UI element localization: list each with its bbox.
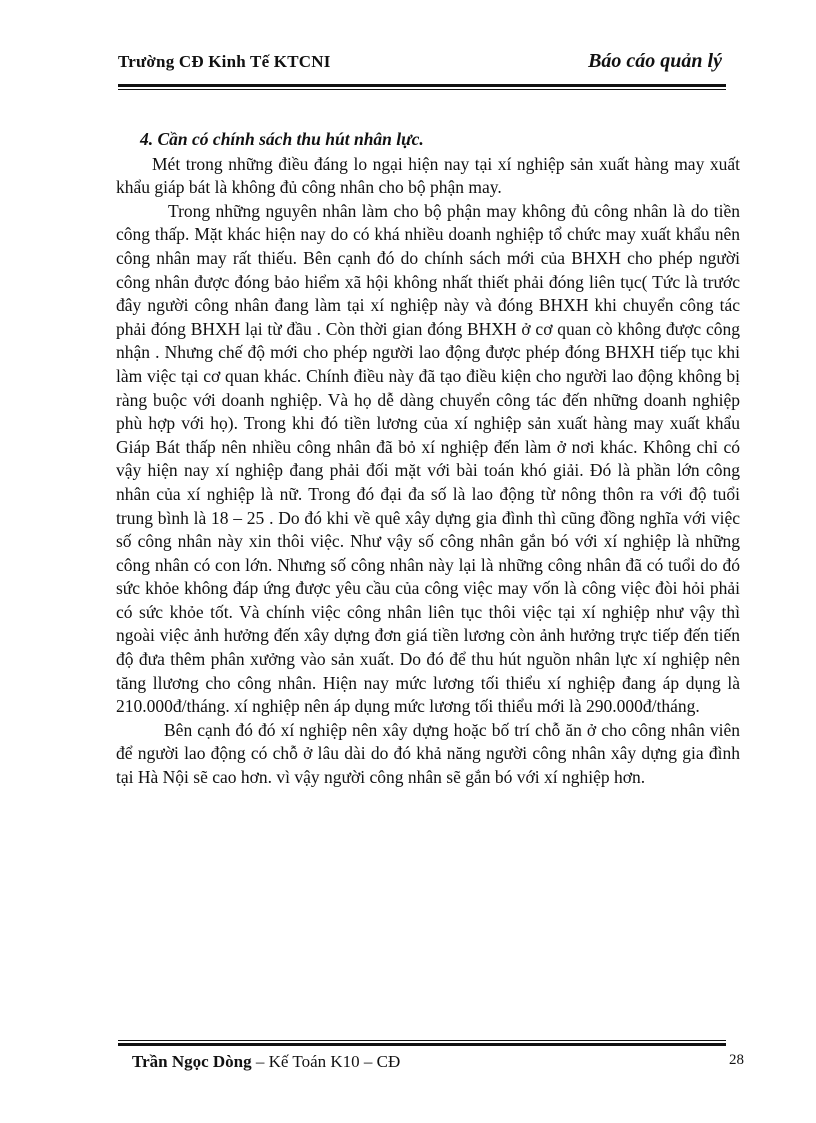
paragraph-3: Bên cạnh đó đó xí nghiệp nên xây dựng hoặc bố trí chỗ ăn ở cho công nhân viên để người lao động có chỗ ở lâu dài do đó khả năng người công nhân xây dựng gia đình tại Hà Nội sẽ cao hơn. vì vậy người công nhân sẽ gắn bó với xí nghiệp hơn.: [116, 719, 740, 788]
main-content: [116, 128, 740, 790]
page-header: [118, 50, 726, 82]
header-rule-thick: [118, 84, 726, 87]
page-number: 28: [729, 1052, 744, 1068]
author-name: Trần Ngọc Dòng: [132, 1052, 252, 1071]
header-rule-thin: [118, 89, 726, 90]
footer-rule-thick: [118, 1043, 726, 1046]
paragraph-1: Mét trong những điều đáng lo ngại hiện nay tại xí nghiệp sản xuất hàng may xuất khẩu giáp bát là không đủ công nhân cho bộ phận may.: [116, 153, 740, 198]
page-footer: [118, 1052, 746, 1078]
footer-rule-thin: [118, 1040, 726, 1041]
section-heading: 4. Cần có chính sách thu hút nhân lực.: [140, 129, 424, 149]
school-name: Trường CĐ Kinh Tế KTCNI: [118, 52, 331, 71]
report-title: Báo cáo quản lý: [588, 50, 722, 72]
footer-credit: [132, 1052, 400, 1072]
paragraph-2: Trong những nguyên nhân làm cho bộ phận may không đủ công nhân là do tiền công thấp. Mặt khác hiện nay do có khá nhiều doanh nghiệp tổ chức may xuất khẩu nên công nhân may rất thiếu. Bên cạnh đó do chính sách mới của BHXH cho phép người công nhân được đóng bảo hiểm xã hội không nhất thiết phải đóng liên tục( Tức là trước đây người công nhân đang làm tại xí nghiệp này và đóng BHXH khi chuyển công tác phải đóng BHXH lại từ đầu . Còn thời gian đóng BHXH ở cơ quan cò không được công nhận . Nhưng chế độ mới cho phép người lao động được phép đóng BHXH tiếp tục khi làm việc tại cơ quan khác. Chính điều này đã tạo điều kiện cho người lao động không bị ràng buộc với doanh nghiệp. Và họ dễ dàng chuyển công tác đến những doanh nghiệp phù hợp với họ). Trong khi đó tiền lương của xí nghiệp sản xuất hàng may xuất khẩu Giáp Bát thấp nên nhiều công nhân đã bỏ xí nghiệp đến làm ở nơi khác. Không chỉ có vậy hiện nay xí nghiệp đang phải đối mặt với bài toán khó giải. Đó là phần lớn công nhân của xí nghiệp là nữ. Trong đó đại đa số là lao động từ nông thôn ra với độ tuổi trung bình là 18 – 25 . Do đó khi về quê xây dựng gia đình thì cũng đồng nghĩa với việc số công nhân này xin thôi việc. Như vậy số công nhân gắn bó với xí nghiệp là những công nhân có con lớn. Nhưng số công nhân này lại là những công nhân đã có tuổi do đó sức khỏe không đáp ứng được yêu cầu của công việc may vốn là công việc đòi hỏi phải có sức khỏe tốt. Và chính việc công nhân liên tục thôi việc tại xí nghiệp như vậy thì ngoài việc ảnh hưởng đến xây dựng đơn giá tiền lương còn ảnh hưởng trực tiếp đến tiến độ đưa thêm phân xưởng vào sản xuất. Do đó để thu hút nguồn nhân lực xí nghiệp nên tăng llương cho công nhân. Hiện nay mức lương tối thiểu xí nghiệp đang áp dụng là 210.000đ/tháng. xí nghiệp nên áp dụng mức lương tối thiểu mới là 290.000đ/tháng.: [116, 200, 740, 717]
course-name: – Kế Toán K10 – CĐ: [251, 1052, 401, 1071]
